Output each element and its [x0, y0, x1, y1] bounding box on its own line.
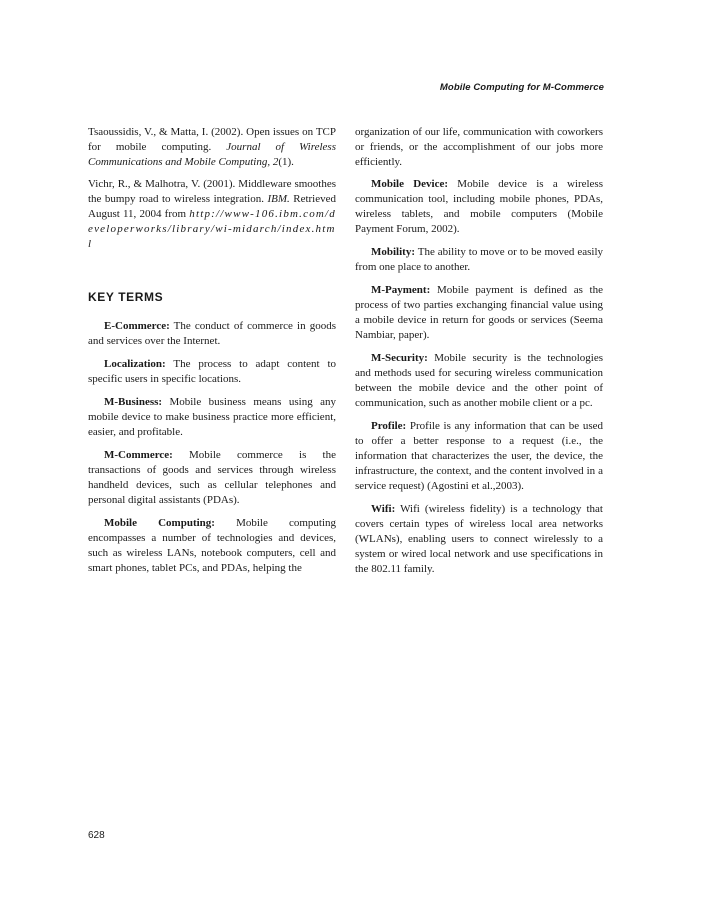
key-term-definition: Mobile device is a wireless communication tool, including mobile phones, PDAs, wireless tablets, and mobile computers (Mobile Payment Forum, 2002). [355, 178, 603, 235]
key-term-label: Mobility: [371, 246, 415, 258]
reference-1-issue: (1). [278, 156, 294, 168]
key-term-label: M-Payment: [371, 284, 431, 296]
reference-1-journal: Journal of Wireless Communications and Mobile Computing, 2 [88, 141, 336, 168]
continuation-text: organization of our life, communication with coworkers or friends, or the accomplishment of our jobs more efficiently. [355, 126, 603, 168]
key-term-definition: The ability to move or to be moved easily from one place to another. [355, 246, 603, 273]
reference-1 [88, 125, 336, 170]
key-term-definition: Mobile payment is defined as the process of two parties exchanging financial value using a mobile device in return for goods or services (Seema Nambiar, paper). [355, 284, 603, 341]
key-term-entry [88, 395, 336, 440]
key-term-label: Wifi: [371, 503, 396, 515]
key-term-definition: Mobile business means using any mobile device to make business practice more efficient, easier, and profitable. [88, 396, 336, 438]
key-term-label: E-Commerce: [104, 320, 170, 332]
key-term-definition: Mobile security is the technologies and methods used for securing wireless communication between the mobile device and the other point of communication, such as another mobile client or a pc. [355, 352, 603, 409]
key-term-label: Mobile Computing: [104, 517, 215, 529]
key-term-label: M-Commerce: [104, 449, 173, 461]
key-term-entry [88, 357, 336, 387]
reference-2-authors: Vichr, R., & Malhotra, V. (2001). Middleware smoothes the bumpy road to wireless integration. [88, 178, 336, 205]
right-column [355, 125, 603, 585]
key-term-entry [88, 448, 336, 508]
key-terms-list-left [88, 319, 336, 576]
key-term-entry [355, 419, 603, 494]
key-term-definition: Mobile commerce is the transactions of goods and services through wireless handheld devices, such as cellular telephones and personal digital assistants (PDAs). [88, 449, 336, 506]
key-term-label: M-Business: [104, 396, 163, 408]
key-term-entry [355, 351, 603, 411]
page-number: 628 [88, 830, 105, 841]
reference-1-authors: Tsaoussidis, V., & Matta, I. (2002). Open issues on TCP for mobile computing. [88, 126, 336, 153]
key-term-entry [355, 502, 603, 577]
running-title: Mobile Computing for M-Commerce [439, 82, 604, 93]
key-term-entry [355, 177, 603, 237]
key-term-definition: The process to adapt content to specific users in specific locations. [88, 358, 336, 385]
left-column [88, 125, 336, 584]
key-term-entry [355, 283, 603, 343]
section-heading: KEY TERMS [88, 290, 164, 304]
key-term-label: Profile: [371, 420, 407, 432]
key-term-entry [88, 516, 336, 576]
key-term-entry [355, 245, 603, 275]
key-terms-list-right [355, 177, 603, 577]
key-term-entry [88, 319, 336, 349]
key-term-definition: Wifi (wireless fidelity) is a technology that covers certain types of wireless local area networks (WLANs), enabling users to connect wirelessly to a system or wired local network and use specifications in the 802.11 family. [355, 503, 603, 575]
key-term-label: M-Security: [371, 352, 428, 364]
reference-2-retrieved: Retrieved August 11, 2004 from [88, 193, 336, 220]
reference-2-url[interactable]: http://www-106.ibm.com/developerworks/library/wi-midarch/index.html [88, 208, 336, 250]
reference-2 [88, 177, 336, 252]
key-term-definition: The conduct of commerce in goods and services over the Internet. [88, 320, 336, 347]
key-term-definition: Mobile computing encompasses a number of technologies and devices, such as wireless LANs, notebook computers, cell and smart phones, tablet PCs, and PDAs, helping the [88, 517, 336, 574]
key-term-definition: Profile is any information that can be used to offer a better response to a request (i.e., the information that characterizes the user, the device, the infrastructure, the context, and the content involved in a service request) (Agostini et al.,2003). [355, 420, 603, 492]
key-term-label: Localization: [104, 358, 166, 370]
reference-2-publisher: IBM. [267, 193, 290, 205]
key-term-label: Mobile Device: [371, 178, 449, 190]
